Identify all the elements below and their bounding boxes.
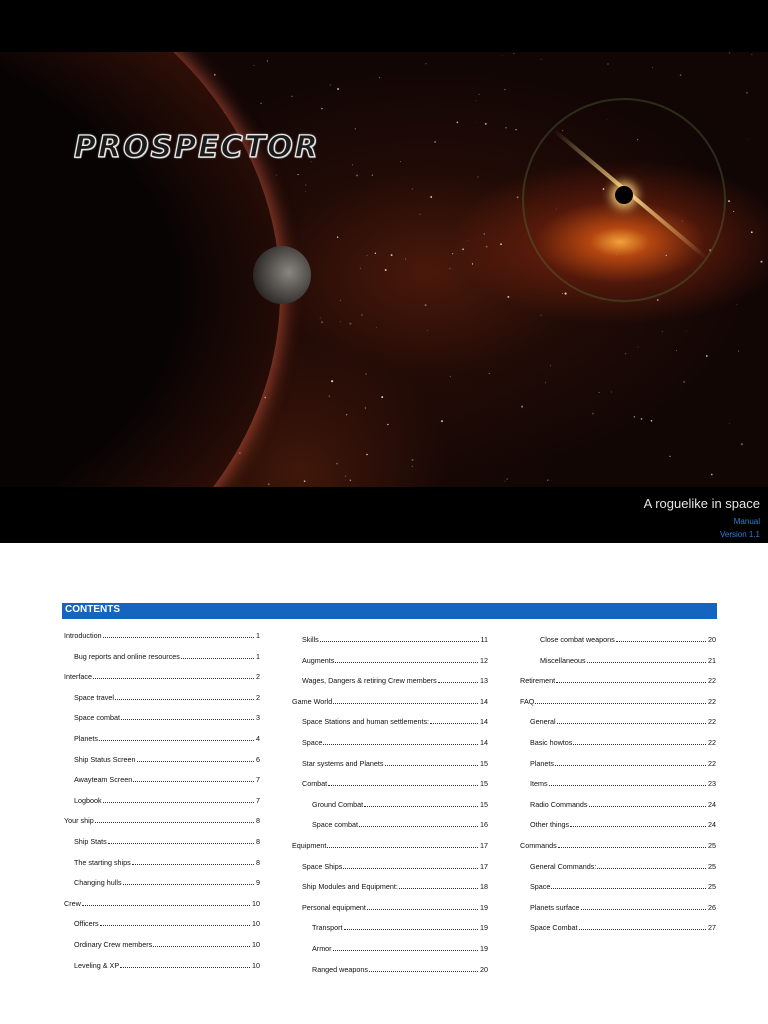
toc-entry[interactable] (540, 632, 716, 644)
toc-page-number: 14 (480, 696, 488, 706)
toc-page-number: 27 (708, 923, 716, 933)
toc-entry-title: Planets (530, 758, 554, 768)
toc-leader-dots (597, 868, 706, 869)
toc-page-number: 14 (480, 717, 488, 727)
toc-page-number: 18 (480, 882, 488, 892)
toc-entry-title: Changing hulls (74, 878, 122, 888)
toc-entry-title: Awayteam Screen (74, 775, 133, 785)
toc-leader-dots (333, 950, 478, 951)
toc-entry[interactable] (302, 879, 488, 891)
toc-entry-title: Miscellaneous (540, 655, 586, 665)
toc-leader-dots (153, 946, 250, 947)
toc-entry-title: Space combat (74, 713, 120, 723)
toc-entry[interactable] (530, 756, 716, 768)
game-logo: PROSPECTOR (74, 130, 320, 165)
toc-entry-title: Ship Modules and Equipment: (302, 882, 398, 892)
toc-leader-dots (385, 765, 479, 766)
toc-entry[interactable] (74, 875, 260, 887)
contents-title: CONTENTS (65, 604, 120, 615)
toc-leader-dots (335, 662, 478, 663)
toc-page-number: 20 (480, 964, 488, 974)
toc-entry-title: FAQ (520, 696, 535, 706)
toc-entry-title: Commands (520, 841, 557, 850)
toc-entry[interactable] (302, 756, 488, 768)
toc-leader-dots (359, 826, 478, 827)
toc-entry-title: Bug reports and online resources (74, 651, 180, 661)
toc-leader-dots (399, 888, 478, 889)
toc-leader-dots (589, 806, 706, 807)
toc-entry[interactable] (312, 941, 488, 953)
toc-entry[interactable] (540, 653, 716, 665)
toc-entry-title: Equipment (292, 841, 327, 850)
toc-page-number: 19 (480, 902, 488, 912)
toc-entry-title: Officers (74, 919, 99, 929)
toc-leader-dots (557, 723, 706, 724)
toc-page-number: 24 (708, 820, 716, 830)
toc-leader-dots (121, 719, 254, 720)
toc-page-number: 15 (480, 799, 488, 809)
toc-page-number: 8 (256, 837, 260, 846)
toc-leader-dots (556, 682, 706, 683)
toc-entry-title: Ground Combat (312, 799, 364, 809)
moon (253, 246, 311, 304)
toc-leader-dots (573, 744, 706, 745)
toc-entry[interactable] (520, 694, 716, 706)
toc-entry[interactable] (74, 690, 260, 702)
toc-entry-title: Space Stations and human settlements: (302, 717, 430, 727)
toc-entry[interactable] (302, 900, 488, 912)
toc-page-number: 3 (256, 713, 260, 723)
toc-leader-dots (327, 847, 478, 848)
toc-page-number: 6 (256, 754, 260, 764)
toc-page-number: 17 (480, 841, 488, 850)
toc-page-number: 15 (480, 758, 488, 768)
toc-page-number: 22 (708, 696, 716, 706)
toc-page-number: 19 (480, 923, 488, 933)
toc-page-number: 7 (256, 775, 260, 785)
toc-page-number: 11 (480, 635, 488, 644)
toc-entry[interactable] (312, 962, 488, 974)
toc-page-number: 22 (708, 717, 716, 727)
toc-entry[interactable] (312, 817, 488, 829)
toc-entry-title: Ordinary Crew members (74, 940, 153, 949)
toc-entry[interactable] (530, 879, 716, 891)
toc-entry-title: Space (530, 882, 551, 892)
toc-leader-dots (587, 662, 706, 663)
toc-entry-title: Space travel (74, 692, 114, 702)
toc-leader-dots (367, 909, 478, 910)
toc-entry-title: Game World (292, 696, 333, 706)
toc-leader-dots (438, 682, 478, 683)
toc-leader-dots (343, 868, 478, 869)
toc-entry[interactable] (74, 752, 260, 764)
toc-leader-dots (616, 641, 706, 642)
toc-leader-dots (115, 699, 254, 700)
toc-entry-title: Radio Commands (530, 799, 588, 809)
toc-entry[interactable] (312, 797, 488, 809)
toc-entry-title: Items (530, 779, 548, 789)
toc-entry-title: Retirement (520, 676, 556, 686)
toc-page-number: 8 (256, 816, 260, 826)
toc-entry-title: Star systems and Planets (302, 758, 384, 768)
toc-leader-dots (323, 744, 478, 745)
toc-leader-dots (100, 925, 250, 926)
toc-page-number: 15 (480, 779, 488, 789)
toc-entry[interactable] (302, 859, 488, 871)
toc-entry[interactable] (530, 797, 716, 809)
toc-leader-dots (555, 765, 706, 766)
toc-entry[interactable] (292, 694, 488, 706)
toc-entry-title: Introduction (64, 631, 102, 640)
toc-entry[interactable] (530, 859, 716, 871)
toc-entry-title: Space Ships (302, 861, 343, 871)
toc-entry-title: General (530, 717, 556, 727)
toc-page-number: 19 (480, 944, 488, 953)
toc-entry-title: General Commands: (530, 861, 597, 871)
toc-leader-dots (95, 822, 254, 823)
toc-leader-dots (103, 802, 254, 803)
toc-entry[interactable] (530, 735, 716, 747)
toc-entry-title: Planets surface (530, 902, 580, 912)
toc-page-number: 25 (708, 882, 716, 892)
toc-entry-title: Other things (530, 820, 570, 830)
toc-leader-dots (123, 884, 254, 885)
toc-entry[interactable] (302, 714, 488, 726)
toc-entry-title: Personal equipment (302, 902, 366, 912)
toc-leader-dots (103, 637, 254, 638)
toc-entry[interactable] (292, 838, 488, 850)
toc-entry[interactable] (74, 710, 260, 722)
toc-page-number: 2 (256, 672, 260, 682)
toc-leader-dots (99, 740, 254, 741)
toc-page-number: 4 (256, 734, 260, 743)
toc-entry[interactable] (64, 628, 260, 640)
toc-entry-title: Ship Status Screen (74, 754, 136, 764)
toc-leader-dots (333, 703, 478, 704)
toc-entry-title: Your ship (64, 816, 94, 826)
toc-entry-title: Logbook (74, 795, 102, 805)
toc-entry[interactable] (64, 896, 260, 908)
toc-page-number: 26 (708, 902, 716, 912)
toc-entry[interactable] (74, 855, 260, 867)
toc-entry-title: Planets (74, 734, 98, 743)
toc-page-number: 1 (256, 651, 260, 661)
cover-image (0, 52, 768, 543)
toc-entry[interactable] (530, 817, 716, 829)
toc-entry[interactable] (520, 838, 716, 850)
toc-entry[interactable] (302, 632, 488, 644)
toc-entry[interactable] (530, 920, 716, 932)
toc-entry[interactable] (302, 735, 488, 747)
toc-entry-title: Ship Stats (74, 837, 107, 846)
toc-page-number: 22 (708, 676, 716, 686)
toc-entry-title: Combat (302, 779, 328, 789)
version-label: Version 1.1 (719, 530, 760, 539)
tagline: A roguelike in space (643, 496, 760, 511)
toc-leader-dots (369, 971, 478, 972)
toc-entry[interactable] (74, 793, 260, 805)
toc-entry-title: Ranged weapons (312, 964, 368, 974)
toc-entry-title: Armor (312, 944, 332, 953)
toc-leader-dots (570, 826, 706, 827)
toc-entry-title: Augments (302, 655, 335, 665)
toc-leader-dots (430, 723, 478, 724)
toc-leader-dots (549, 785, 706, 786)
toc-leader-dots (108, 843, 254, 844)
toc-entry[interactable] (530, 900, 716, 912)
toc-leader-dots (132, 864, 254, 865)
toc-page-number: 16 (480, 820, 488, 830)
toc-leader-dots (137, 761, 254, 762)
toc-page-number: 21 (708, 655, 716, 665)
toc-page-number: 10 (252, 960, 260, 970)
toc-leader-dots (120, 967, 250, 968)
toc-entry-title: Skills (302, 635, 319, 644)
toc-entry-title: Space (302, 738, 323, 747)
toc-leader-dots (364, 806, 478, 807)
toc-page-number: 1 (256, 631, 260, 640)
toc-page-number: 7 (256, 795, 260, 805)
toc-entry[interactable] (530, 714, 716, 726)
toc-leader-dots (579, 929, 706, 930)
toc-leader-dots (344, 929, 479, 930)
toc-entry[interactable] (530, 776, 716, 788)
toc-leader-dots (93, 678, 254, 679)
toc-page-number: 8 (256, 857, 260, 867)
toc-page-number: 14 (480, 738, 488, 747)
contents-header (62, 603, 717, 619)
toc-page-number: 20 (708, 635, 716, 644)
toc-entry[interactable] (74, 772, 260, 784)
black-hole (615, 186, 633, 204)
toc-entry-title: Interface (64, 672, 92, 682)
toc-leader-dots (535, 703, 706, 704)
toc-entry-title: Crew (64, 898, 81, 908)
toc-entry-title: Leveling & XP (74, 960, 120, 970)
toc-leader-dots (328, 785, 478, 786)
toc-entry-title: Transport (312, 923, 343, 933)
toc-page-number: 9 (256, 878, 260, 888)
toc-page-number: 23 (708, 779, 716, 789)
toc-leader-dots (133, 781, 254, 782)
toc-page-number: 10 (252, 940, 260, 949)
toc-page-number: 10 (252, 898, 260, 908)
toc-page-number: 17 (480, 861, 488, 871)
toc-page-number: 25 (708, 841, 716, 850)
toc-page-number: 13 (480, 676, 488, 686)
toc-leader-dots (82, 905, 250, 906)
toc-leader-dots (581, 909, 706, 910)
toc-page-number: 22 (708, 738, 716, 747)
toc-entry-title: Space Combat (530, 923, 578, 933)
toc-entry-title: Close combat weapons (540, 635, 615, 644)
toc-page-number: 2 (256, 692, 260, 702)
toc-page-number: 12 (480, 655, 488, 665)
toc-leader-dots (181, 658, 254, 659)
toc-entry[interactable] (74, 834, 260, 846)
toc-entry[interactable] (74, 937, 260, 949)
toc-entry[interactable] (302, 776, 488, 788)
toc-entry-title: Basic howtos (530, 738, 573, 747)
top-band (0, 0, 768, 52)
toc-entry[interactable] (520, 673, 716, 685)
toc-entry[interactable] (74, 958, 260, 970)
toc-entry[interactable] (64, 669, 260, 681)
toc-leader-dots (551, 888, 706, 889)
manual-label: Manual (733, 517, 760, 526)
toc-entry[interactable] (302, 653, 488, 665)
toc-page-number: 22 (708, 758, 716, 768)
toc-entry-title: Space combat (312, 820, 358, 830)
toc-entry[interactable] (302, 673, 488, 685)
toc-page-number: 10 (252, 919, 260, 929)
toc-entry[interactable] (64, 813, 260, 825)
toc-entry[interactable] (74, 731, 260, 743)
toc-entry[interactable] (312, 920, 488, 932)
toc-leader-dots (320, 641, 479, 642)
toc-entry[interactable] (74, 916, 260, 928)
toc-entry-title: Wages, Dangers & retiring Crew members (302, 676, 437, 686)
toc-page-number: 24 (708, 799, 716, 809)
toc-entry[interactable] (74, 649, 260, 661)
toc-page-number: 25 (708, 861, 716, 871)
toc-leader-dots (558, 847, 706, 848)
toc-entry-title: The starting ships (74, 857, 131, 867)
